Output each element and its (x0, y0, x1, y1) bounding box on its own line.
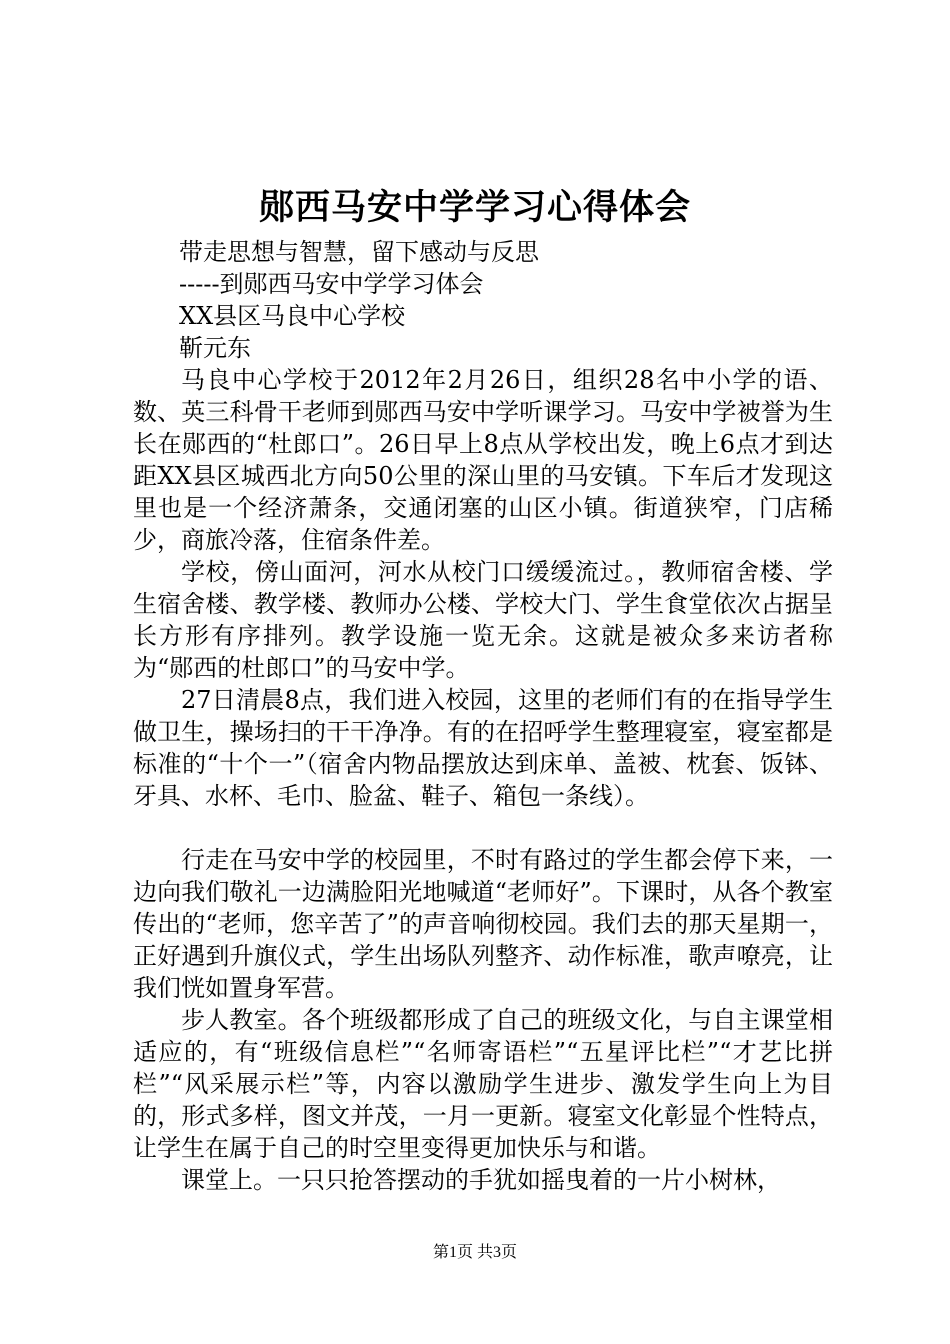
document-body (133, 236, 833, 1196)
paragraph-4: 行走在马安中学的校园里，不时有路过的学生都会停下来，一边向我们敬礼一边满脸阳光地喊道“老师好”。下课时，从各个教室传出的“老师，您辛苦了”的声音响彻校园。我们去的那天星期一，正好遇到升旗仪式，学生出场队列整齐、动作标准，歌声嘹亮，让我们恍如置身军营。 (133, 846, 833, 1002)
paragraph-3: 27日清晨8点，我们进入校园，这里的老师们有的在指导学生做卫生，操场扫的干干净净。有的在招呼学生整理寝室，寝室都是标准的“十个一”（宿舍内物品摆放达到床单、盖被、枕套、饭钵、牙具、水杯、毛巾、脸盆、鞋子、箱包一条线）。 (133, 686, 833, 810)
document-school: XX县区马良中心学校 (179, 302, 406, 330)
page-number: 第1页 共3页 (432, 1244, 517, 1261)
paragraph-1: 马良中心学校于2012年2月26日，组织28名中小学的语、数、英三科骨干老师到郧西马安中学听课学习。马安中学被誉为生长在郧西的“杜郎口”。26日早上8点从学校出发，晚上6点才到达距XX县区城西北方向50公里的深山里的马安镇。下车后才发现这里也是一个经济萧条，交通闭塞的山区小镇。街道狭窄，门店稀少，商旅冷落，住宿条件差。 (133, 366, 833, 554)
paragraph-2: 学校，傍山面河，河水从校门口缓缓流过。，教师宿舍楼、学生宿舍楼、教学楼、教师办公楼、学校大门、学生食堂依次占据呈长方形有序排列。教学设施一览无余。这就是被众多来访者称为“郧西的杜郎口”的马安中学。 (133, 558, 833, 682)
document-author: 靳元东 (179, 334, 251, 362)
document-subheading: -----到郧西马安中学学习体会 (179, 270, 484, 298)
paragraph-6: 课堂上。一只只抢答摆动的手犹如摇曳着的一片小树林， (181, 1166, 781, 1194)
document-subtitle: 带走思想与智慧，留下感动与反思 (179, 238, 539, 266)
paragraph-5: 步人教室。各个班级都形成了自己的班级文化，与自主课堂相适应的，有“班级信息栏”“名师寄语栏”“五星评比栏”“才艺比拼栏”“风采展示栏”等，内容以激励学生进步、激发学生向上为目的，形式多样，图文并茂，一月一更新。寝室文化彰显个性特点，让学生在属于自己的时空里变得更加快乐与和谐。 (133, 1006, 833, 1162)
document-title: 郧西马安中学学习心得体会 (258, 187, 691, 228)
paragraph-spacer (133, 812, 833, 844)
